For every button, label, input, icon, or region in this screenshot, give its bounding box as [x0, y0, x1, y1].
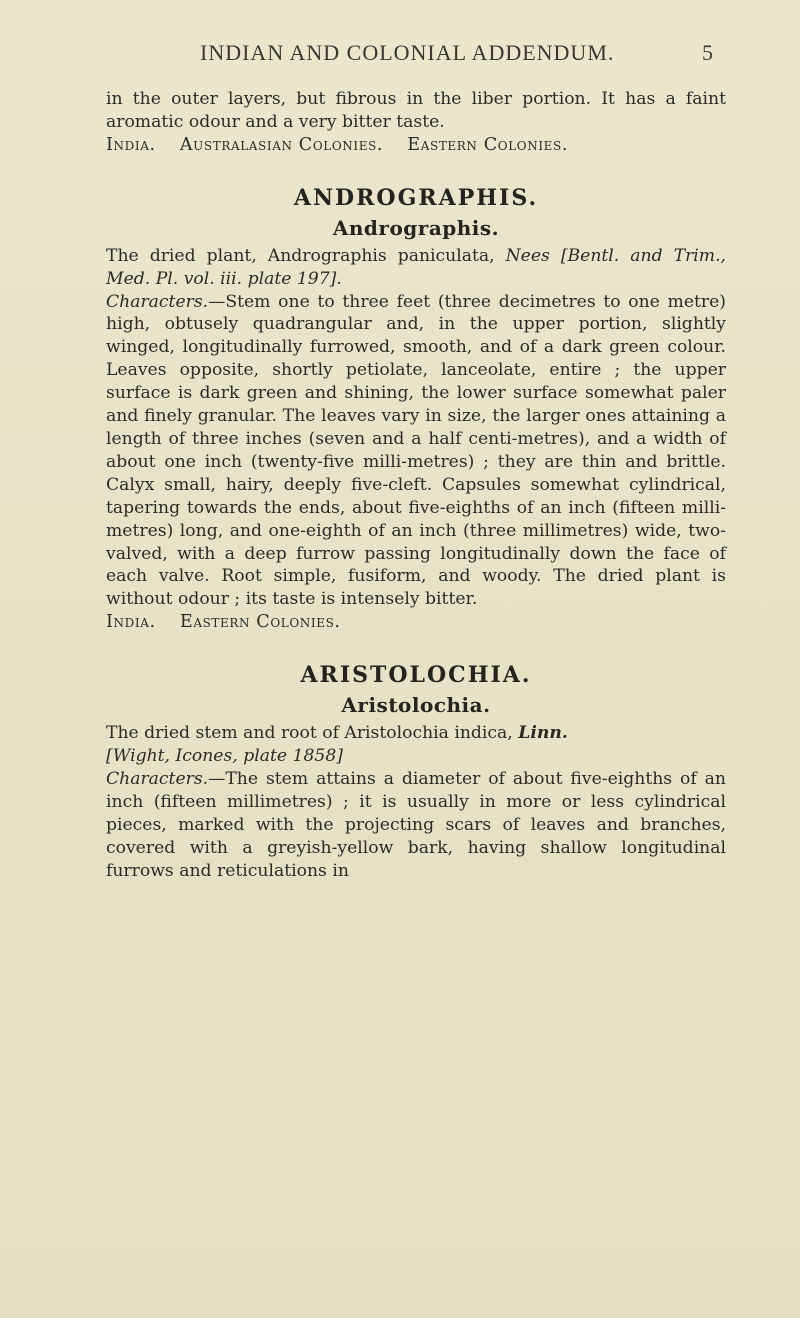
- intro-habitat: [106, 134, 726, 157]
- andrographis-definition: [106, 245, 726, 291]
- aristolochia-characters: [106, 768, 726, 883]
- page-number: 5: [702, 40, 713, 65]
- characters-label: Characters.: [106, 768, 209, 789]
- section-subheading-aristolochia: Aristolochia.: [341, 693, 491, 718]
- definition-reference: [Bentl. and Trim., Med. Pl. vol. iii. plate 197].: [106, 245, 727, 289]
- definition-authority: Linn.: [518, 723, 568, 744]
- section-heading-aristolochia: ARISTOLOCHIA.: [300, 662, 532, 689]
- habitat-item: Eastern Colonies.: [179, 612, 341, 633]
- definition-authority: Nees: [505, 245, 550, 266]
- habitat-item: Australasian Colonies.: [179, 134, 384, 155]
- habitat-item: India.: [106, 612, 156, 633]
- habitat-item: India.: [106, 134, 156, 155]
- characters-text: —The stem attains a diameter of about five-eighths of an inch (fifteen millimetres) ; it is usually in more or less cylindrical pieces, marked with the projecting scars of leaves and branches, covered with a greyish-yellow bark, having shallow longitudinal furrows and reticulations in: [106, 768, 726, 881]
- page-body: [106, 88, 726, 882]
- section-heading-andrographis: ANDROGRAPHIS.: [293, 184, 539, 211]
- definition-text: The dried plant, Andrographis paniculata,: [106, 245, 495, 266]
- section-subheading-andrographis: Andrographis.: [332, 215, 500, 240]
- definition-reference: [Wight, Icones, plate 1858]: [106, 746, 343, 767]
- definition-text: The dried stem and root of Aristolochia indica,: [106, 723, 513, 744]
- characters-label: Characters.: [106, 291, 209, 312]
- habitat-item: Eastern Colonies.: [407, 134, 569, 155]
- running-title: INDIAN AND COLONIAL ADDENDUM.: [200, 40, 615, 65]
- intro-paragraph: in the outer layers, but fibrous in the liber portion. It has a faint aromatic odour and a very bitter taste.: [106, 89, 726, 132]
- andrographis-characters: [106, 291, 726, 612]
- characters-text: —Stem one to three feet (three decimetres to one metre) high, obtusely quadrangular and, in the upper portion, slightly winged, longitudinally furrowed, smooth, and of a dark green colour. Leaves opposite, shortly petiolate, lanceolate, entire ; the upper surface is dark green and shining, the lower surface somewhat paler and finely granular. The leaves vary in size, the larger ones attaining a length of three inches (seven and a half centi-metres), and a width of about one inch (twenty-five milli-metres) ; they are thin and brittle. Calyx small, hairy, deeply five-cleft. Capsules somewhat cylindrical, tapering towards the ends, about five-eighths of an inch (fifteen milli-metres) long, and one-eighth of an inch (three millimetres) wide, two-valved, with a deep furrow passing longitudinally down the face of each valve. Root simple, fusiform, and woody. The dried plant is without odour ; its taste is intensely bitter.: [106, 291, 726, 610]
- andrographis-habitat: [106, 611, 726, 634]
- aristolochia-definition: [106, 722, 726, 768]
- page-header: [0, 40, 800, 70]
